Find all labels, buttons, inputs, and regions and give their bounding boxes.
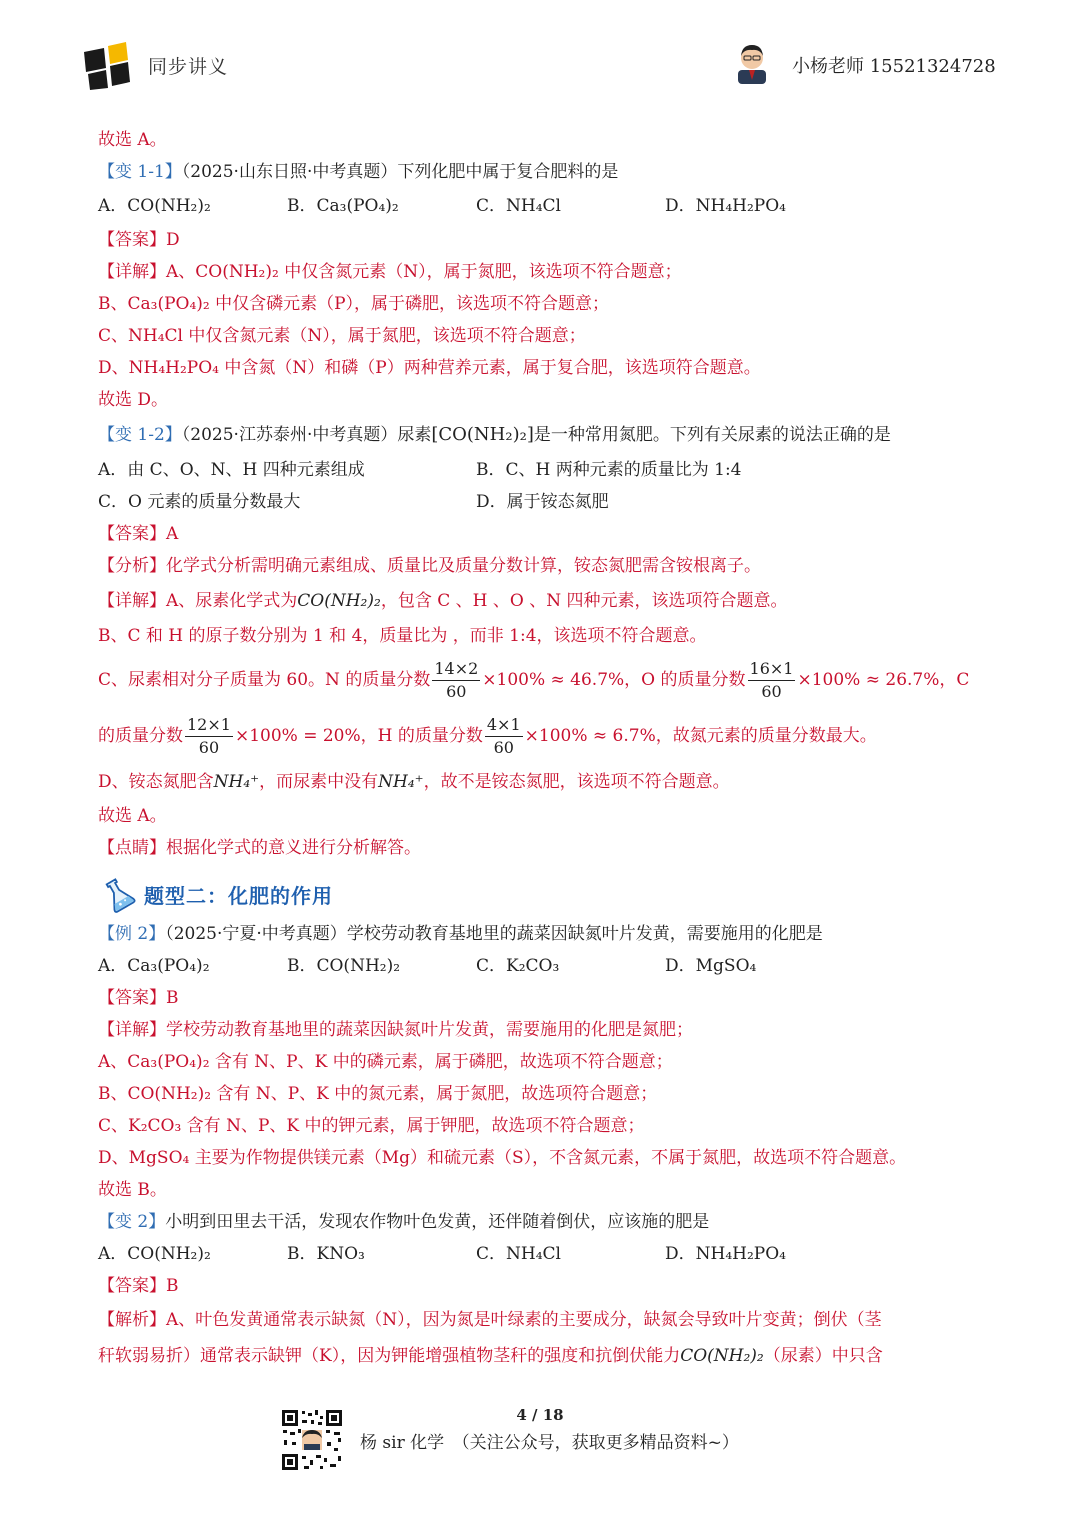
- question-variant-2: [98, 1206, 988, 1238]
- detail-text: D、铵态氮肥含: [98, 772, 214, 792]
- detail-text: ×100% ≈ 6.7%，故氮元素的质量分数最大。: [524, 726, 877, 746]
- analysis-text: 秆软弱易折）通常表示缺钾（K），因为钾能增强植物茎秆的强度和抗倒伏能力: [98, 1346, 681, 1366]
- option-a: A．由 C、O、N、H 四种元素组成: [98, 460, 365, 480]
- option-b: [287, 188, 476, 224]
- option-b: B．CO(NH₂)₂: [287, 956, 401, 976]
- option-a: A．Ca₃(PO₄)₂: [98, 956, 210, 976]
- detail-line: [98, 582, 988, 620]
- option-b: B．KNO₃: [287, 1244, 365, 1264]
- fraction: [432, 658, 480, 703]
- detail-text: ，故不是铵态氮肥，该选项不符合题意。: [423, 772, 730, 792]
- question-text: 下列化肥中属于复合肥料的是: [397, 162, 619, 182]
- options-row: [98, 950, 988, 982]
- option-b: B．C、H 两种元素的质量比为 1:4: [476, 460, 742, 480]
- avatar: [732, 40, 772, 84]
- fraction: [485, 714, 523, 759]
- detail-line-fraction: [98, 652, 988, 708]
- detail-text: ×100% ≈ 46.7%，O 的质量分数: [482, 670, 746, 690]
- numerator: 16×1: [748, 658, 796, 681]
- question-text: 小明到田里去干活，发现农作物叶色发黄，还伴随着倒伏，应该施的肥是: [165, 1212, 710, 1232]
- detail-line: C、K₂CO₃ 含有 N、P、K 中的钾元素，属于钾肥，故选项不符合题意；: [98, 1116, 645, 1136]
- formula: CO(NH₂)₂: [680, 1346, 764, 1366]
- question-text: 是一种常用氮肥。下列有关尿素的说法正确的是: [533, 425, 891, 445]
- detail-line: [98, 764, 988, 800]
- analysis-text: （尿素）中只含: [763, 1346, 883, 1366]
- option-text: NH₄H₂PO₄: [695, 196, 786, 216]
- conclusion: 故选 A。: [98, 130, 167, 150]
- detail-line: A、Ca₃(PO₄)₂ 含有 N、P、K 中的磷元素，属于磷肥，故选项不符合题意；: [98, 1052, 673, 1072]
- section-title: 题型二：化肥的作用: [144, 883, 333, 908]
- conclusion: 故选 D。: [98, 390, 169, 410]
- denominator: 60: [446, 682, 467, 701]
- option-c: C．K₂CO₃: [476, 956, 560, 976]
- question-example-2: [98, 918, 988, 950]
- option-c: C．O 元素的质量分数最大: [98, 492, 301, 512]
- question-variant-1-2: [98, 416, 988, 454]
- formula: NH₄⁺: [213, 772, 260, 792]
- answer: 【答案】B: [98, 1276, 179, 1296]
- option-c: C．NH₄Cl: [476, 1244, 561, 1264]
- formula: NH₄⁺: [378, 772, 424, 792]
- option-d: D．属于铵态氮肥: [476, 492, 609, 512]
- option-label: D．: [665, 196, 696, 216]
- option-d: D．MgSO₄: [665, 956, 757, 976]
- option-text: Ca₃(PO₄)₂: [316, 196, 399, 216]
- detail-line: [98, 256, 988, 288]
- option-text: NH₄Cl: [506, 196, 561, 216]
- logo-icon: [80, 42, 136, 90]
- detail-line: C、NH₄Cl 中仅含氮元素（N），属于氮肥，该选项不符合题意；: [98, 326, 586, 346]
- detail-line: D、MgSO₄ 主要为作物提供镁元素（Mg）和硫元素（S），不含氮元素，不属于氮肥，故选项不符合题意。: [98, 1148, 907, 1168]
- flask-icon: [98, 874, 138, 914]
- analysis: 【解析】A、叶色发黄通常表示缺氮（N），因为氮是叶绿素的主要成分，缺氮会导致叶片变黄；倒伏（茎: [98, 1310, 882, 1330]
- page-number: 4 / 18: [516, 1406, 564, 1424]
- question-source: （2025·江苏泰州·中考真题）: [181, 425, 398, 445]
- detail-text: ，而尿素中没有: [259, 772, 379, 792]
- denominator: 60: [198, 738, 220, 757]
- question-text: 学校劳动教育基地里的蔬菜因缺氮叶片发黄，需要施用的化肥是: [346, 924, 823, 944]
- option-text: CO(NH₂)₂: [127, 196, 211, 216]
- fraction: [185, 714, 233, 759]
- options-row: [98, 486, 988, 518]
- numerator: 12×1: [185, 714, 233, 737]
- question-tag: 【变 2】: [98, 1212, 166, 1232]
- detail-text: ，包含 C 、H 、O 、N 四种元素，该选项符合题意。: [380, 591, 788, 611]
- options-row: [98, 1238, 988, 1270]
- denominator: 60: [761, 682, 782, 701]
- conclusion: 故选 B。: [98, 1180, 167, 1200]
- page-footer: [0, 1400, 1080, 1500]
- answer: 【答案】B: [98, 988, 179, 1008]
- question-variant-1-1: [98, 156, 988, 188]
- page-header: [0, 0, 1080, 110]
- numerator: 14×2: [432, 658, 480, 681]
- option-c: [476, 188, 665, 224]
- detail-text: C、尿素相对分子质量为 60。N 的质量分数: [98, 670, 431, 690]
- question-tag: 【变 1-1】: [98, 162, 182, 182]
- detail-line: B、Ca₃(PO₄)₂ 中仅含磷元素（P），属于磷肥，该选项不符合题意；: [98, 294, 610, 314]
- conclusion: 故选 A。: [98, 806, 167, 826]
- detail-text: 的质量分数: [98, 726, 183, 746]
- teacher-contact: 小杨老师 15521324728: [792, 56, 996, 77]
- fraction: [748, 658, 796, 703]
- numerator: 4×1: [485, 714, 523, 737]
- detail-line-fraction: [98, 708, 988, 764]
- detail-line: D、NH₄H₂PO₄ 中含氮（N）和磷（P）两种营养元素，属于复合肥，该选项符合题意。: [98, 358, 761, 378]
- denominator: 60: [493, 738, 514, 757]
- option-d: D．NH₄H₂PO₄: [665, 1244, 786, 1264]
- formula: [CO(NH₂)₂]: [431, 424, 534, 445]
- detail-line: 【详解】学校劳动教育基地里的蔬菜因缺氮叶片发黄，需要施用的化肥是氮肥；: [98, 1020, 693, 1040]
- analysis: 【分析】化学式分析需明确元素组成、质量比及质量分数计算，铵态氮肥需含铵根离子。: [98, 556, 761, 576]
- detail-label: 【详解】: [98, 591, 166, 611]
- detail-text: A、尿素化学式为: [166, 591, 298, 611]
- footer-text: 杨 sir 化学 （关注公众号，获取更多精品资料~）: [360, 1433, 739, 1453]
- option-label: B．: [287, 196, 317, 216]
- option-label: A．: [98, 196, 128, 216]
- question-tag: 【变 1-2】: [98, 425, 182, 445]
- question-source: （2025·山东日照·中考真题）: [181, 162, 398, 182]
- detail-line: B、C 和 H 的原子数分别为 1 和 4，质量比为 ，而非 1:4，该选项不符合题意。: [98, 626, 707, 646]
- option-a: A．CO(NH₂)₂: [98, 1244, 211, 1264]
- answer: 【答案】D: [98, 230, 180, 250]
- options-row: [98, 188, 988, 224]
- section-heading: [98, 870, 988, 918]
- detail-label: 【详解】: [98, 262, 166, 282]
- option-a: [98, 188, 287, 224]
- comment: 【点睛】根据化学式的意义进行分析解答。: [98, 838, 421, 858]
- option-label: C．: [476, 196, 507, 216]
- header-title: 同步讲义: [148, 56, 229, 78]
- option-d: [665, 188, 854, 224]
- lecture-content: [98, 124, 988, 1374]
- formula: CO(NH₂)₂: [297, 591, 381, 611]
- question-tag: 【例 2】: [98, 924, 166, 944]
- detail-text: A、CO(NH₂)₂ 中仅含氮元素（N），属于氮肥，该选项不符合题意；: [166, 262, 682, 282]
- analysis: [98, 1338, 988, 1374]
- question-text: 尿素: [397, 425, 432, 445]
- detail-line: B、CO(NH₂)₂ 含有 N、P、K 中的氮元素，属于氮肥，故选项符合题意；: [98, 1084, 658, 1104]
- detail-text: ×100% ≈ 26.7%，C: [797, 670, 970, 690]
- answer: 【答案】A: [98, 524, 179, 544]
- question-source: （2025·宁夏·中考真题）: [165, 924, 347, 944]
- options-row: [98, 454, 988, 486]
- detail-text: ×100% = 20%，H 的质量分数: [234, 726, 483, 746]
